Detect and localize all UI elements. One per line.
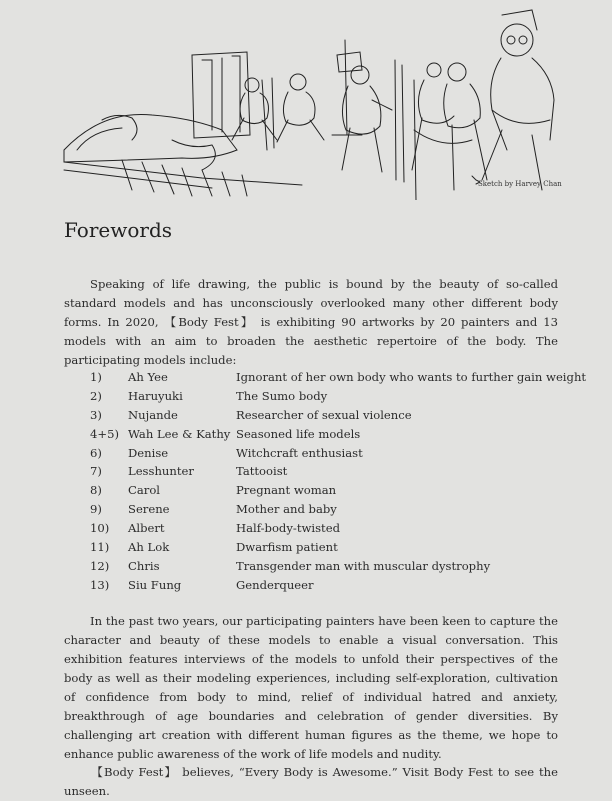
model-description: Mother and baby bbox=[236, 502, 337, 517]
model-name: Chris bbox=[128, 558, 160, 573]
list-item bbox=[90, 425, 586, 444]
list-item bbox=[90, 500, 586, 519]
model-name: Wah Lee & Kathy bbox=[128, 426, 231, 441]
model-name: Serene bbox=[128, 502, 170, 517]
closing-text: 【Body Fest】 believes, “Every Body is Awesome.” Visit Body Fest to see the unseen. bbox=[64, 765, 558, 798]
list-item bbox=[90, 406, 586, 425]
intro-text: Speaking of life drawing, the public is bound by the beauty of so-called standard models and has unconsciously overlooked many other different body forms. In 2020, 【Body Fest】 is exhibiting 90 artworks by 20 painters and 13 models with an aim to broaden the aesthetic repertoire of the body. The participating models include: bbox=[64, 277, 558, 367]
model-number: 3) bbox=[90, 407, 102, 422]
model-description: Dwarfism patient bbox=[236, 540, 338, 555]
list-item bbox=[90, 444, 586, 463]
model-name: Carol bbox=[128, 483, 161, 498]
model-number: 1) bbox=[90, 370, 102, 384]
model-number: 6) bbox=[90, 445, 102, 460]
list-item bbox=[90, 368, 586, 387]
model-number: 9) bbox=[90, 502, 102, 517]
model-description: Tattooist bbox=[236, 464, 288, 479]
model-number: 11) bbox=[90, 540, 110, 555]
list-item bbox=[90, 462, 586, 481]
sketch-credit: Sketch by Harvey Chan bbox=[478, 180, 562, 188]
model-description: Ignorant of her own body who wants to further gain weight bbox=[236, 370, 587, 384]
model-name: Ah Lok bbox=[128, 540, 170, 555]
intro-paragraph bbox=[64, 275, 558, 370]
models-list bbox=[90, 368, 586, 595]
model-number: 8) bbox=[90, 483, 102, 498]
model-description: Seasoned life models bbox=[236, 426, 361, 441]
model-description: Half-body-twisted bbox=[236, 521, 340, 536]
model-number: 7) bbox=[90, 464, 102, 479]
model-number: 13) bbox=[90, 577, 110, 592]
list-item bbox=[90, 387, 586, 406]
list-item bbox=[90, 576, 586, 595]
model-name: Albert bbox=[128, 521, 165, 536]
model-description: Researcher of sexual violence bbox=[236, 407, 412, 422]
model-number: 4+5) bbox=[90, 426, 119, 441]
list-item bbox=[90, 557, 586, 576]
list-item bbox=[90, 481, 586, 500]
model-name: Nujande bbox=[128, 407, 178, 422]
body-text: In the past two years, our participating painters have been keen to capture the character and beauty of these models to enable a visual conversation. This exhibition features interviews of the models to unfold their perspectives of the body as well as their modeling experiences, including self-exploration, cultivation of confidence from body to mind, relief of individual hatred and anxiety, breakthrough of age boundaries and celebration of gender diversities. By challenging art creation with different human figures as the theme, we hope to enhance public awareness of the work of life models and nudity. bbox=[64, 614, 558, 761]
model-name: Ah Yee bbox=[128, 370, 168, 384]
closing-paragraph bbox=[64, 763, 558, 801]
model-name: Haruyuki bbox=[128, 388, 183, 403]
model-name: Lesshunter bbox=[128, 464, 194, 479]
list-item bbox=[90, 538, 586, 557]
model-number: 10) bbox=[90, 521, 110, 536]
model-description: Genderqueer bbox=[236, 577, 314, 592]
body-paragraph bbox=[64, 612, 558, 764]
model-description: Pregnant woman bbox=[236, 483, 337, 498]
model-description: The Sumo body bbox=[236, 388, 328, 403]
model-name: Denise bbox=[128, 445, 169, 460]
model-description: Witchcraft enthusiast bbox=[236, 445, 363, 460]
model-description: Transgender man with muscular dystrophy bbox=[236, 558, 491, 573]
page-title: Forewords bbox=[64, 218, 173, 242]
sketch-illustration bbox=[62, 0, 562, 200]
model-name: Siu Fung bbox=[128, 577, 182, 592]
list-item bbox=[90, 519, 586, 538]
model-number: 2) bbox=[90, 388, 102, 403]
model-number: 12) bbox=[90, 558, 110, 573]
